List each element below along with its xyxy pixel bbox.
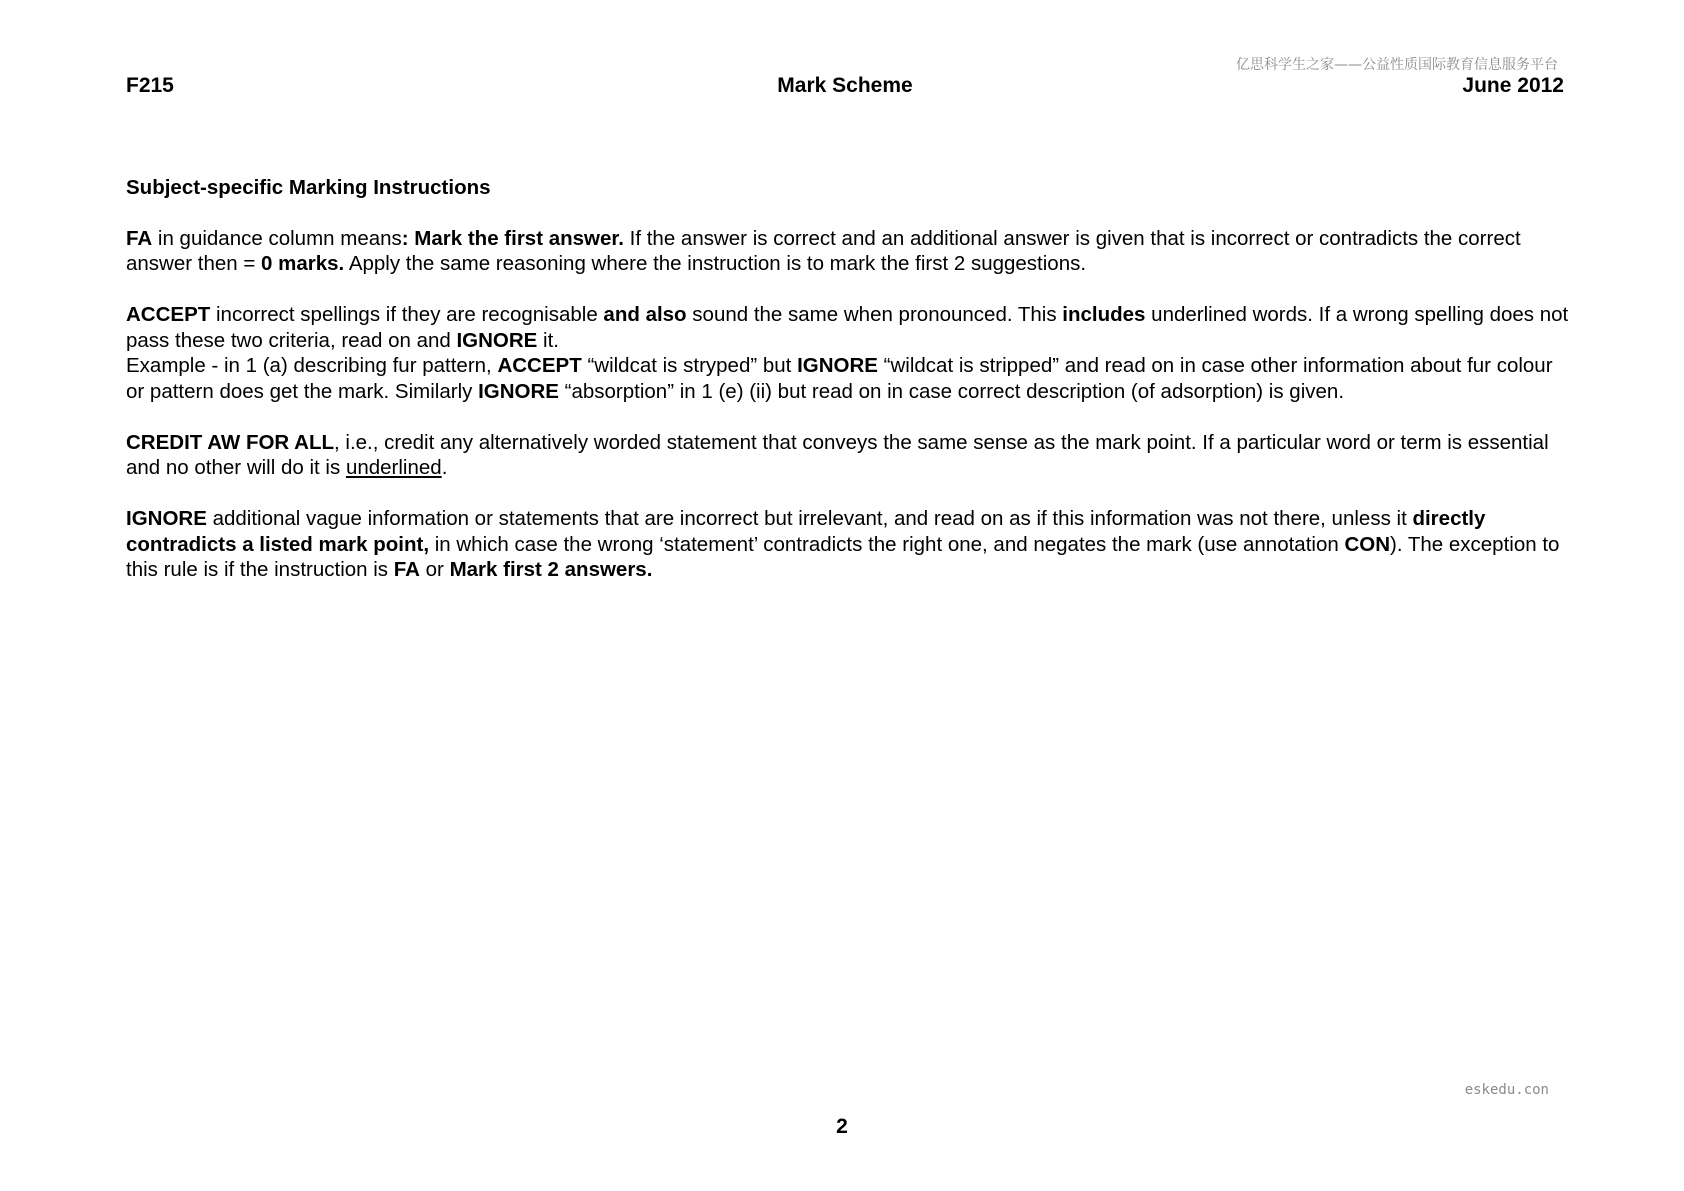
example-emphasis-1: ACCEPT: [497, 354, 582, 377]
fa-emphasis-1: : Mark the first answer.: [401, 226, 624, 250]
fa-text-3: Apply the same reasoning where the instruction is to mark the first 2 suggestions.: [344, 252, 1087, 275]
accept-text-3: underlined words. If a wrong spelling does not pass these two criteria, read on and: [126, 303, 1569, 352]
example-instruction: [126, 353, 1574, 404]
credit-text-2: .: [441, 456, 448, 479]
ignore-emphasis-2: CON: [1344, 532, 1391, 556]
ignore-emphasis-4: Mark first 2 answers.: [449, 558, 653, 581]
ignore-text-1: additional vague information or statements that are incorrect but irrelevant, and read on as if this information was not there, unless it: [206, 507, 1413, 530]
accept-instruction: [126, 302, 1574, 353]
fa-emphasis-2: 0 marks.: [261, 252, 345, 275]
watermark-top: 亿思科学生之家——公益性质国际教育信息服务平台: [1236, 57, 1558, 73]
accept-text-2: sound the same when pronounced. This: [686, 303, 1063, 326]
watermark-bottom: eskedu.con: [1464, 1082, 1549, 1098]
fa-text-1: in guidance column means: [152, 226, 402, 250]
example-text-1: Example - in 1 (a) describing fur pattern,: [126, 354, 498, 377]
accept-term: ACCEPT: [126, 303, 211, 326]
credit-text-1: , i.e., credit any alternatively worded statement that conveys the same sense as the mark point. If a particular word or term is essential and no other will do it is: [126, 430, 1549, 479]
section-title: Subject-specific Marking Instructions: [126, 176, 491, 199]
ignore-text-3: ). The exception to this rule is if the instruction is: [126, 532, 1560, 581]
accept-emphasis-2: includes: [1062, 303, 1146, 326]
credit-instruction: [126, 430, 1574, 481]
page-number: 2: [836, 1115, 848, 1138]
ignore-text-4: or: [419, 558, 450, 581]
ignore-text-2: in which case the wrong ‘statement’ contradicts the right one, and negates the mark (use annotation: [429, 532, 1345, 556]
example-text-2: “wildcat is stryped” but: [581, 354, 798, 377]
example-emphasis-3: IGNORE: [478, 379, 559, 403]
fa-term: FA: [126, 226, 153, 250]
accept-emphasis-1: and also: [603, 303, 687, 326]
document-body: [126, 175, 1574, 608]
accept-emphasis-3: IGNORE: [456, 328, 538, 352]
example-emphasis-2: IGNORE: [797, 354, 878, 377]
credit-term: CREDIT AW FOR ALL: [126, 430, 335, 454]
header-paper-code: F215: [126, 74, 174, 97]
header-title: Mark Scheme: [777, 74, 913, 97]
page-header: [126, 74, 1564, 102]
example-text-3: “wildcat is stripped” and read on in case other information about fur colour or pattern does get the mark. Similarly: [126, 354, 1553, 403]
credit-underlined: underlined: [345, 456, 442, 479]
fa-instruction: [126, 226, 1574, 277]
accept-text-4: it.: [537, 328, 559, 352]
ignore-term: IGNORE: [126, 507, 207, 530]
example-text-4: “absorption” in 1 (e) (ii) but read on in case correct description (of adsorption) is given.: [558, 379, 1345, 403]
ignore-instruction: [126, 506, 1574, 583]
ignore-emphasis-3: FA: [393, 558, 420, 581]
fa-text-2: If the answer is correct and an additional answer is given that is incorrect or contradicts the correct answer then =: [126, 226, 1521, 275]
ignore-emphasis-1: directly contradicts a listed mark point,: [126, 507, 1486, 556]
header-date: June 2012: [1462, 74, 1564, 97]
accept-text-1: incorrect spellings if they are recognisable: [210, 303, 604, 326]
